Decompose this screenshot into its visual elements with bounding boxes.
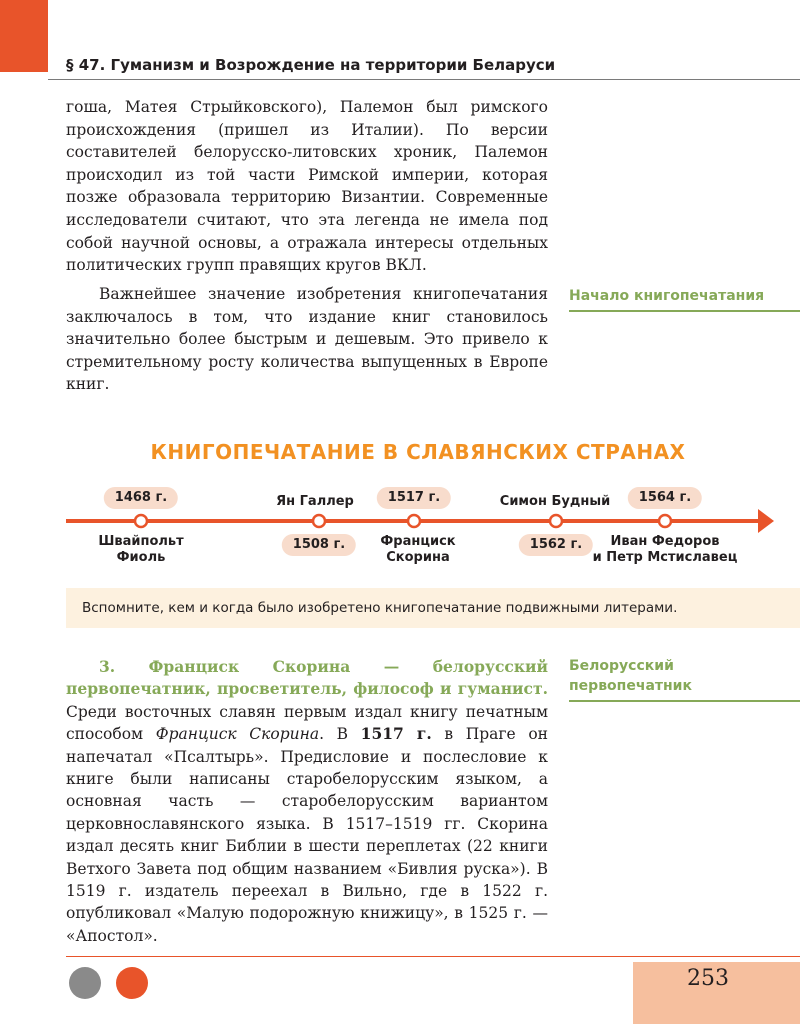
paragraph-skorina [66, 656, 548, 947]
section-heading-skorina: 3. Франциск Скорина — белорусский первопечатник, просветитель, философ и гуманист. [66, 657, 548, 699]
chapter-title: § 47. Гуманизм и Возрождение на территории Беларуси [66, 56, 556, 74]
page-number: 253 [687, 966, 729, 991]
side-note-divider [569, 310, 800, 312]
timeline-label-skorina [380, 534, 455, 566]
paragraph-skorina-text-b: . В [319, 725, 361, 744]
corner-tab [0, 0, 48, 72]
timeline-label-skorina-line2: Скорина [386, 550, 450, 565]
paragraph-palemon: гоша, Матея Стрыйковского), Палемон был римского происхождения (пришел из Италии). По версии составителей белорусско-литовских хроник, Палемон происходил из той части Римской империи, которая позже образовала территорию Византии. Современные исследователи считают, что эта легенда не имела под собой научной основы, а отражала интересы отдельных политических групп правящих кругов ВКЛ. [66, 98, 548, 275]
timeline-marker-1564 [659, 515, 671, 527]
timeline-label-budny: Симон Будный [499, 494, 611, 509]
header-divider [48, 79, 800, 80]
timeline-marker-1508 [313, 515, 325, 527]
timeline-label-fiol-line1: Швайпольт [98, 534, 184, 549]
side-note-divider-2 [569, 700, 800, 702]
timeline-label-fedorov-line1: Иван Федоров [610, 534, 720, 549]
timeline-label-fedorov-line2: и Петр Мстиславец [592, 550, 738, 565]
paragraph-skorina-text-c: в Праге он напечатал «Псалтырь». Предисловие и послесловие к книге были написаны старобелорусским языком, а основная часть — старобелорусским вариантом церковнославянского языка. В 1517–1519 гг. Скорина издал десять книг Библии в шести переплетах (22 книги Ветхого Завета под общим названием «Бивлия руска»). В 1519 г. издатель переехал в Вильно, где в 1522 г. опубликовал «Малую подорожную книжицу», в 1525 г. — «Апостол». [66, 725, 548, 945]
reminder-box: Вспомните, кем и когда было изобретено книгопечатание подвижными литерами. [66, 588, 800, 628]
timeline-date-1468: 1468 г. [104, 487, 178, 509]
skorina-name: Франциск Скорина [155, 725, 320, 744]
paragraph-printing-importance [66, 283, 548, 396]
grey-dot-icon [69, 967, 101, 999]
orange-dot-icon [116, 967, 148, 999]
paragraph-printing-importance-text: Важнейшее значение изобретения книгопечатания заключалось в том, что издание книг становилось значительно более быстрым и дешевым. Это привело к стремительному росту количества выпущенных в Европе книг. [66, 285, 548, 394]
timeline-label-fiol-line2: Фиоль [116, 550, 166, 565]
paragraph-skorina-text-a: Среди восточных славян первым издал книгу печатным способом [66, 702, 548, 744]
timeline-label-galler: Ян Галлер [276, 494, 354, 509]
timeline-label-fiol [98, 534, 183, 566]
timeline-label-fedorov [593, 534, 738, 566]
year-1517: 1517 г. [360, 724, 432, 744]
timeline-date-1562: 1562 г. [519, 534, 593, 556]
timeline-marker-1517 [408, 515, 420, 527]
timeline-title: КНИГОПЕЧАТАНИЕ В СЛАВЯНСКИХ СТРАНАХ [150, 440, 686, 464]
side-note-first-printer-line2: первопечатник [569, 678, 692, 694]
side-note-first-printer [569, 656, 800, 696]
timeline-marker-1562 [550, 515, 562, 527]
timeline-date-1508: 1508 г. [282, 534, 356, 556]
timeline-marker-1468 [135, 515, 147, 527]
timeline-label-skorina-line1: Франциск [380, 534, 456, 549]
timeline-date-1564: 1564 г. [628, 487, 702, 509]
timeline-arrowhead [758, 509, 774, 533]
side-note-first-printer-line1: Белорусский [569, 658, 674, 674]
side-note-printing-start: Начало книгопечатания [569, 288, 765, 304]
timeline-date-1517: 1517 г. [377, 487, 451, 509]
footer-divider [66, 956, 800, 957]
